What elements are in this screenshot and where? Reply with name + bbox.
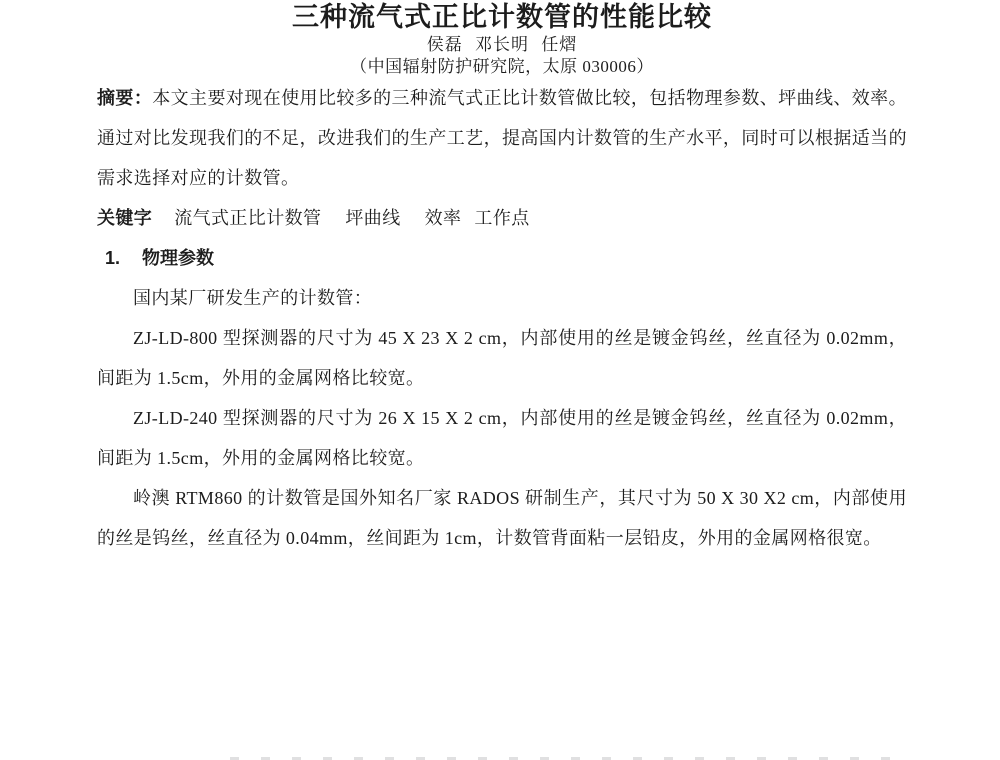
section-title: 物理参数 <box>142 248 215 268</box>
abstract-label: 摘要： <box>97 88 153 108</box>
keywords-line <box>97 198 907 238</box>
keyword-item: 效率 <box>424 208 462 228</box>
section-paragraph: ZJ-LD-240 型探测器的尺寸为 26 X 15 X 2 cm，内部使用的丝是镀金钨丝，丝直径为 0.02mm，间距为 1.5cm，外用的金属网格比较宽。 <box>97 408 907 468</box>
keyword-item: 坪曲线 <box>345 208 401 228</box>
keywords-label: 关键字 <box>97 208 153 228</box>
authors-line: 侯磊 邓长明 任熠 <box>426 35 578 54</box>
abstract-paragraph <box>97 78 907 198</box>
affiliation-line: （中国辐射防护研究院，太原 030006） <box>350 57 654 76</box>
keyword-item: 工作点 <box>474 208 530 228</box>
section-number: 1. <box>105 248 121 268</box>
section-1-heading <box>97 238 907 278</box>
section-paragraph: 国内某厂研发生产的计数管： <box>133 288 373 308</box>
section-paragraph: ZJ-LD-800 型探测器的尺寸为 45 X 23 X 2 cm，内部使用的丝是镀金钨丝，丝直径为 0.02mm，间距为 1.5cm，外用的金属网格比较宽。 <box>97 328 907 388</box>
abstract-text: 本文主要对现在使用比较多的三种流气式正比计数管做比较，包括物理参数、坪曲线、效率。通过对比发现我们的不足，改进我们的生产工艺，提高国内计数管的生产水平，同时可以根据适当的需求选择对应的计数管。 <box>97 88 907 188</box>
paper-title: 三种流气式正比计数管的性能比较 <box>292 2 712 32</box>
text-column <box>97 0 907 558</box>
keyword-item: 流气式正比计数管 <box>174 208 322 228</box>
section-paragraph: 岭澳 RTM860 的计数管是国外知名厂家 RADOS 研制生产，其尺寸为 50 X 30 X2 cm，内部使用的丝是钨丝，丝直径为 0.04mm，丝间距为 1cm，计数管背面粘一层铅皮，外用的金属网格很宽。 <box>97 488 907 548</box>
